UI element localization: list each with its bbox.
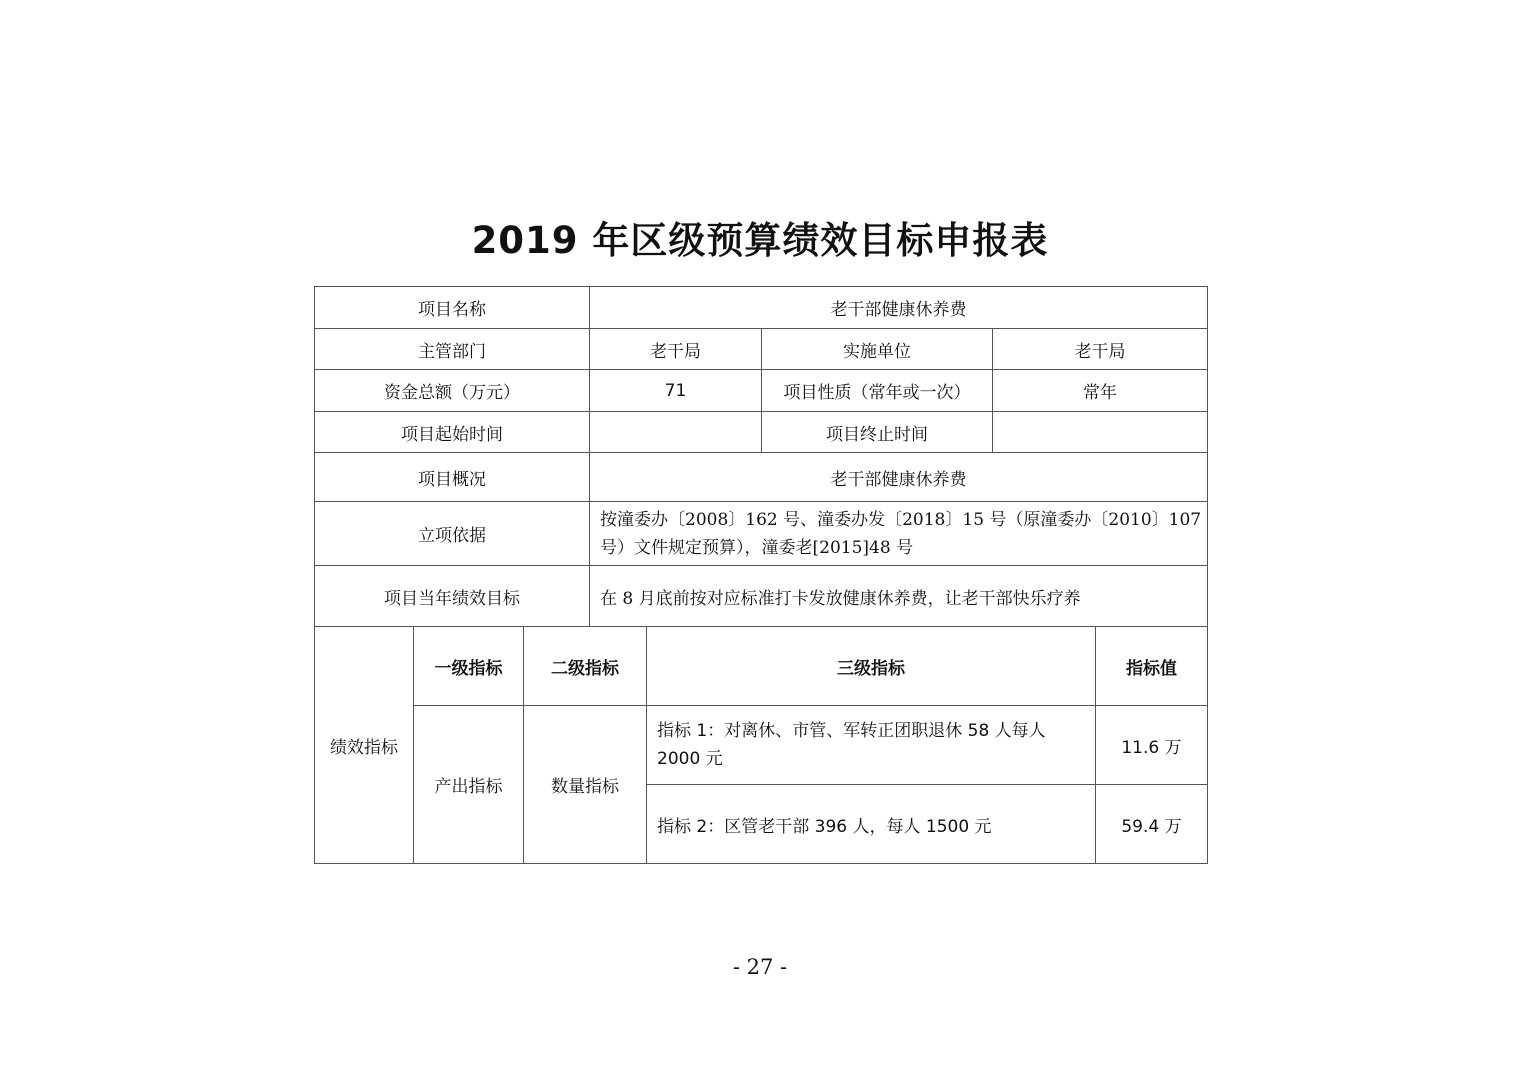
performance-table (314, 626, 1208, 864)
dept-value: 老干局 (590, 329, 762, 370)
indicator-1-value: 11.6 万 (1096, 706, 1208, 785)
header-level3: 三级指标 (647, 627, 1096, 706)
table-row (315, 627, 1208, 706)
table-row (315, 502, 1208, 566)
project-name-label: 项目名称 (315, 287, 590, 329)
nature-label: 项目性质（常年或一次） (762, 370, 993, 412)
impl-value: 老干局 (993, 329, 1208, 370)
overview-label: 项目概况 (315, 453, 590, 502)
start-value (590, 412, 762, 453)
header-level1: 一级指标 (414, 627, 524, 706)
dept-label: 主管部门 (315, 329, 590, 370)
goal-value: 在 8 月底前按对应标准打卡发放健康休养费，让老干部快乐疗养 (590, 566, 1208, 627)
indicator-2-text: 指标 2：区管老干部 396 人，每人 1500 元 (647, 785, 1096, 864)
end-label: 项目终止时间 (762, 412, 993, 453)
overview-value: 老干部健康休养费 (590, 453, 1208, 502)
indicator-1-line-2: 2000 元 (657, 749, 723, 769)
basis-label: 立项依据 (315, 502, 590, 566)
page-number: - 27 - (732, 955, 788, 979)
end-value (993, 412, 1208, 453)
page-title: 2019 年区级预算绩效目标申报表 (471, 219, 1049, 262)
indicator-2-value: 59.4 万 (1096, 785, 1208, 864)
goal-label: 项目当年绩效目标 (315, 566, 590, 627)
nature-value: 常年 (993, 370, 1208, 412)
table-row (315, 706, 1208, 785)
level1-value: 产出指标 (414, 706, 524, 864)
level2-value: 数量指标 (524, 706, 647, 864)
indicator-1-text (647, 706, 1096, 785)
header-value: 指标值 (1096, 627, 1208, 706)
table-row (315, 287, 1208, 329)
basis-value (590, 502, 1208, 566)
perf-label: 绩效指标 (315, 627, 414, 864)
fund-label: 资金总额（万元） (315, 370, 590, 412)
header-level2: 二级指标 (524, 627, 647, 706)
table-row (315, 453, 1208, 502)
table-row (315, 412, 1208, 453)
impl-label: 实施单位 (762, 329, 993, 370)
table-row (315, 329, 1208, 370)
start-label: 项目起始时间 (315, 412, 590, 453)
project-name-value: 老干部健康休养费 (590, 287, 1208, 329)
info-table (314, 286, 1208, 627)
basis-line-1: 按潼委办〔2008〕162 号、潼委办发〔2018〕15 号（原潼委办〔2010〕107 (600, 509, 1202, 530)
fund-value: 71 (590, 370, 762, 412)
table-row (315, 566, 1208, 627)
table-row (315, 370, 1208, 412)
indicator-1-line-1: 指标 1：对离休、市管、军转正团职退休 58 人每人 (657, 721, 1046, 741)
basis-line-2: 号）文件规定预算），潼委老[2015]48 号 (600, 537, 914, 558)
